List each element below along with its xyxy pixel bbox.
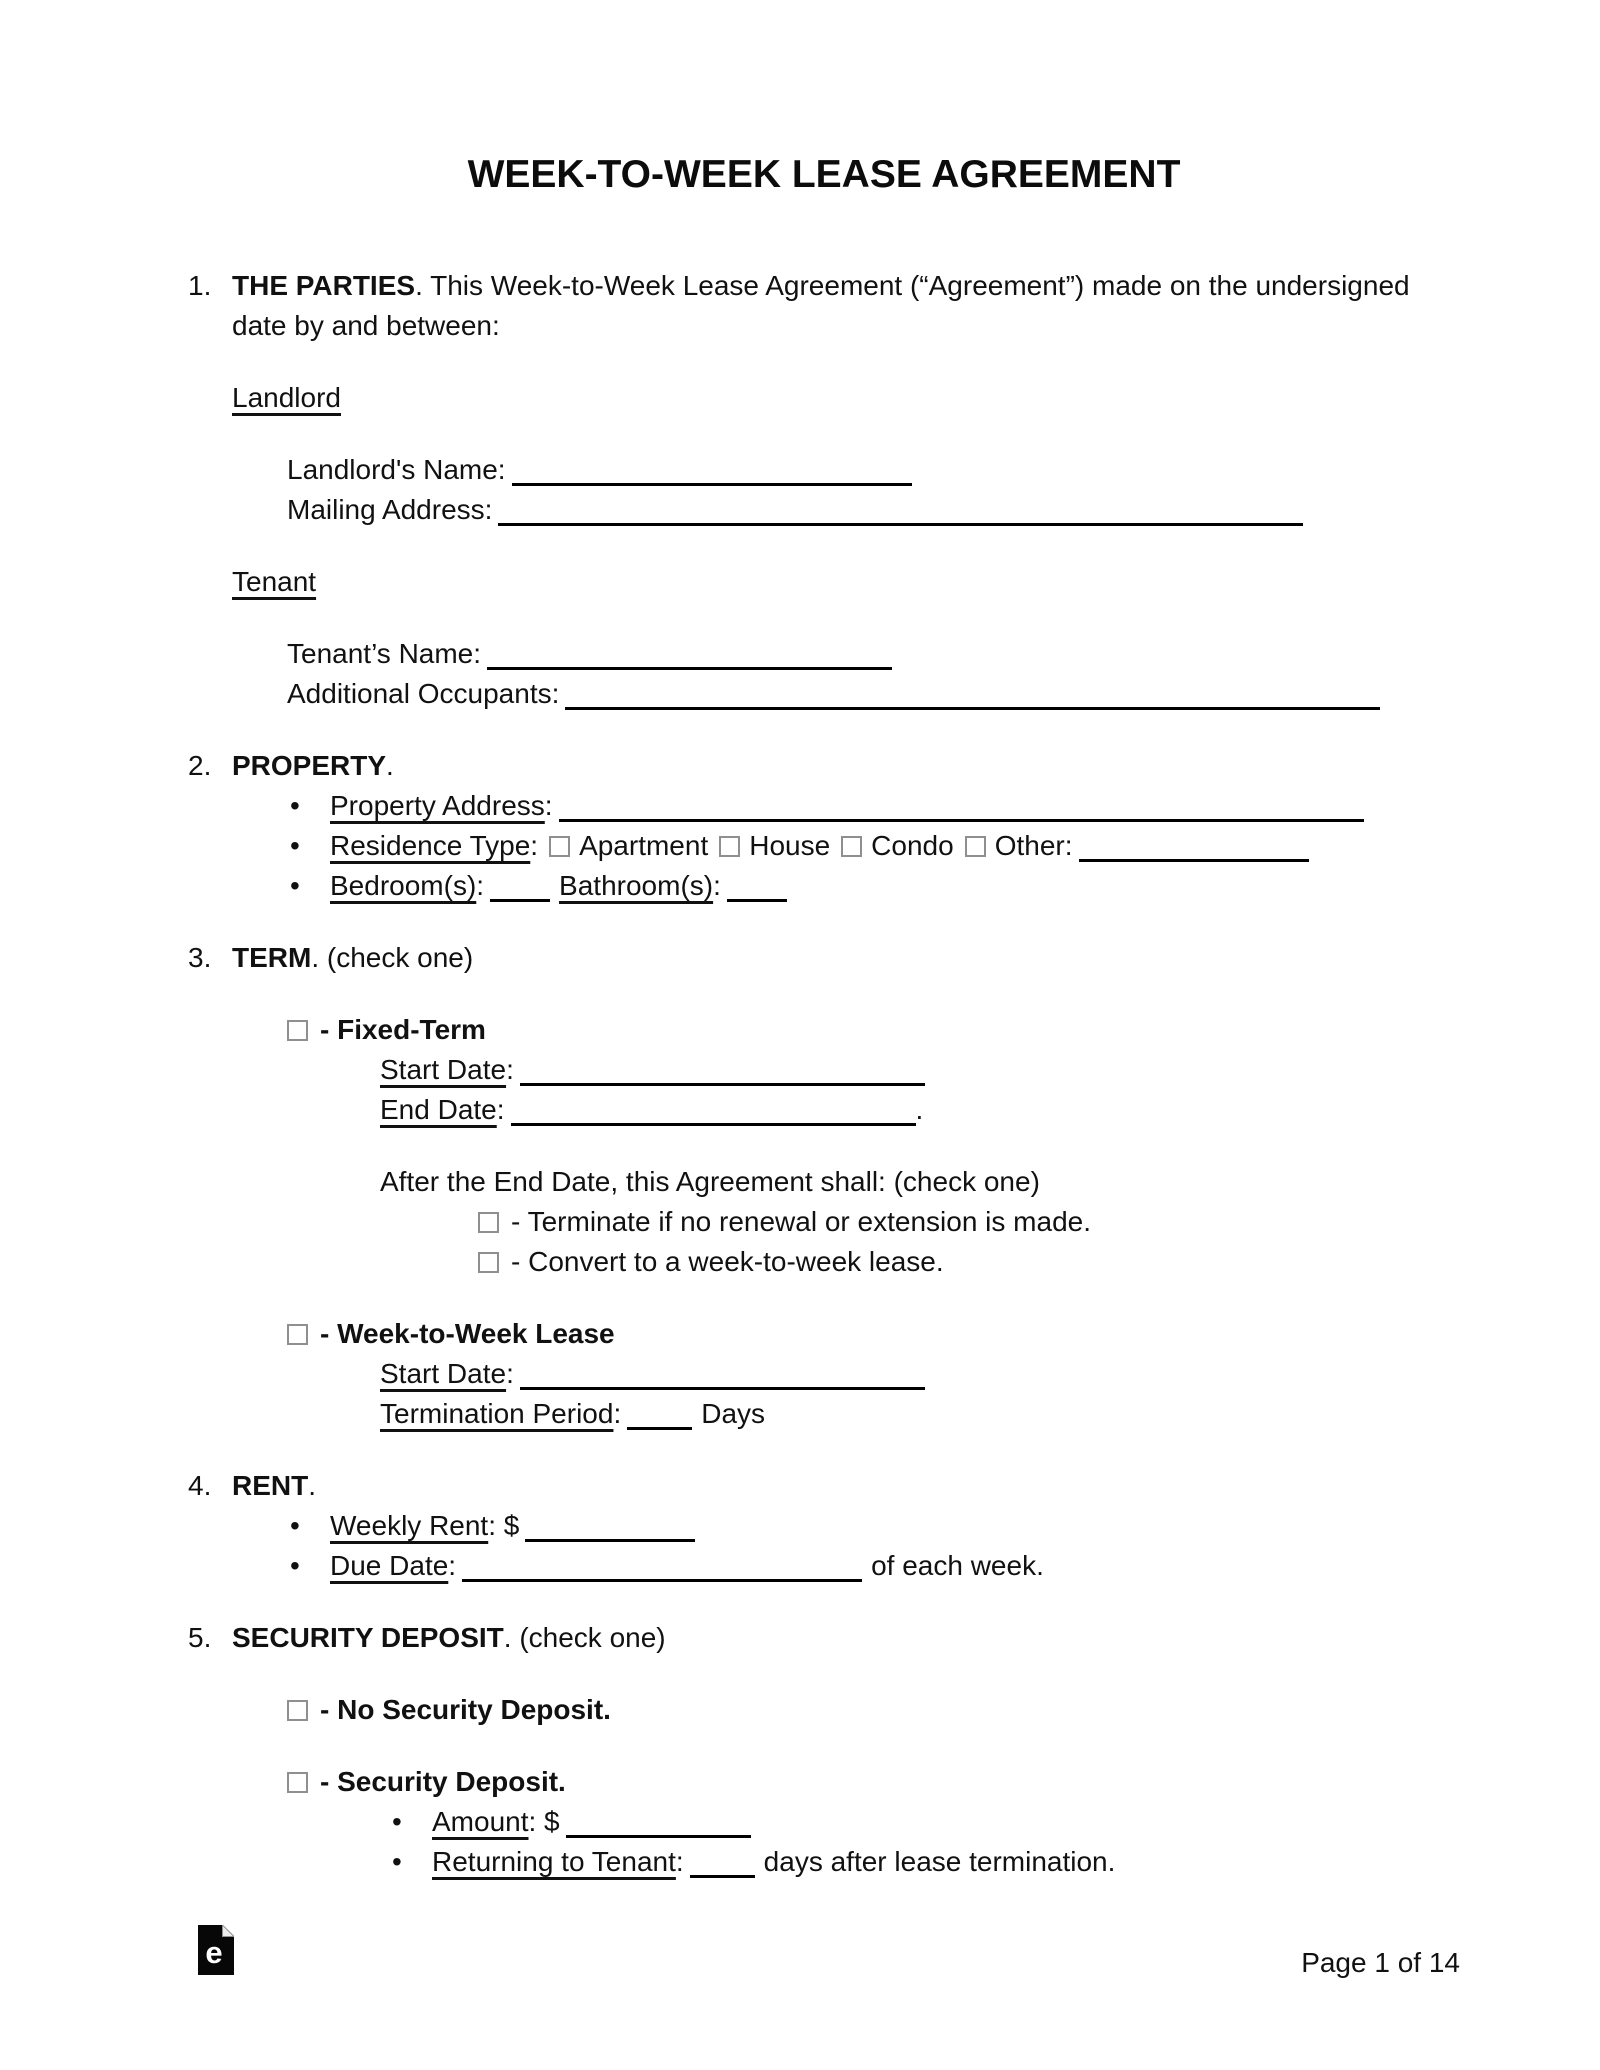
section-4-number: 4. [188, 1470, 212, 1501]
condo-checkbox[interactable] [841, 836, 862, 857]
section-1-number: 1. [188, 270, 212, 301]
property-address-blank[interactable] [559, 793, 1364, 822]
section-3-suffix: . (check one) [311, 942, 474, 973]
days-suffix: Days [701, 1398, 766, 1429]
section-3-heading-row [232, 938, 1460, 978]
bullet-icon: • [290, 790, 300, 821]
after-end-date-text: After the End Date, this Agreement shall: (check one) [380, 1166, 1040, 1197]
bedrooms-blank[interactable] [490, 873, 550, 902]
returning-suffix: days after lease termination. [763, 1846, 1116, 1877]
bullet-icon: • [290, 1550, 300, 1581]
colon: : [713, 870, 721, 901]
tenant-heading-row [232, 562, 1460, 602]
section-5-number: 5. [188, 1622, 212, 1653]
section-5-security-deposit [188, 1618, 1460, 1882]
convert-label: - Convert to a week-to-week lease. [511, 1246, 944, 1277]
colon: : [675, 1846, 684, 1877]
section-4-heading: RENT [232, 1470, 309, 1501]
section-1-intro [232, 266, 1460, 346]
security-deposit-checkbox[interactable] [287, 1772, 308, 1793]
property-address-row [290, 786, 1460, 826]
colon: : [530, 830, 539, 861]
section-2-heading-row [232, 746, 1460, 786]
colon-dollar: : $ [488, 1510, 520, 1541]
tenant-name-row [287, 634, 1460, 674]
colon: : [506, 1054, 514, 1085]
fixed-end-date-row [380, 1090, 1460, 1130]
mailing-address-blank[interactable] [498, 497, 1303, 526]
other-label: Other: [994, 830, 1073, 861]
w2w-start-date-row [380, 1354, 1460, 1394]
bullet-icon: • [392, 1806, 402, 1837]
weekly-rent-row [290, 1506, 1460, 1546]
bathrooms-blank[interactable] [727, 873, 787, 902]
landlord-heading: Landlord [232, 382, 341, 413]
eforms-logo [198, 1925, 234, 1975]
section-2-property [188, 746, 1460, 906]
other-checkbox[interactable] [965, 836, 986, 857]
section-1-the-parties [188, 266, 1460, 714]
bedroom-bathroom-row [290, 866, 1460, 906]
security-deposit-row [287, 1762, 1460, 1802]
tenant-name-label: Tenant’s Name: [287, 638, 482, 669]
landlord-name-blank[interactable] [512, 457, 912, 486]
section-3-heading: TERM [232, 942, 312, 973]
section-1-heading: THE PARTIES [232, 270, 416, 301]
logo-letter: e [205, 1935, 223, 1970]
week-to-week-label: - Week-to-Week Lease [320, 1318, 615, 1349]
document-title: WEEK-TO-WEEK LEASE AGREEMENT [467, 153, 1181, 196]
deposit-amount-label: Amount [432, 1806, 529, 1837]
weekly-rent-blank[interactable] [525, 1513, 695, 1542]
apartment-checkbox[interactable] [549, 836, 570, 857]
bathrooms-label: Bathroom(s) [559, 870, 714, 901]
terminate-option-row [478, 1202, 1460, 1242]
colon: : [448, 1550, 457, 1581]
w2w-start-date-label: Start Date [380, 1358, 507, 1389]
returning-to-tenant-label: Returning to Tenant [432, 1846, 676, 1877]
section-4-period: . [308, 1470, 317, 1501]
document-content [188, 150, 1460, 1882]
page-number: Page 1 of 14 [1301, 1947, 1460, 1978]
returning-days-blank[interactable] [690, 1849, 755, 1878]
convert-checkbox[interactable] [478, 1252, 499, 1273]
colon-dollar: : $ [528, 1806, 560, 1837]
residence-type-row [290, 826, 1460, 866]
house-label: House [749, 830, 831, 861]
due-date-blank[interactable] [462, 1553, 862, 1582]
tenant-name-blank[interactable] [487, 641, 892, 670]
condo-label: Condo [871, 830, 954, 861]
terminate-checkbox[interactable] [478, 1212, 499, 1233]
fixed-end-date-label: End Date [380, 1094, 497, 1125]
bullet-icon: • [290, 1510, 300, 1541]
other-blank[interactable] [1079, 833, 1309, 862]
weekly-rent-label: Weekly Rent [330, 1510, 489, 1541]
section-5-heading-row [232, 1618, 1460, 1658]
tenant-heading: Tenant [232, 566, 317, 597]
returning-to-tenant-row [392, 1842, 1460, 1882]
due-date-suffix: of each week. [871, 1550, 1044, 1581]
due-date-label: Due Date [330, 1550, 449, 1581]
residence-type-label: Residence Type [330, 830, 531, 861]
bedrooms-label: Bedroom(s) [330, 870, 477, 901]
colon: : [613, 1398, 622, 1429]
additional-occupants-label: Additional Occupants: [287, 678, 560, 709]
mailing-address-row [287, 490, 1460, 530]
w2w-start-date-blank[interactable] [520, 1361, 925, 1390]
section-3-number: 3. [188, 942, 212, 973]
no-security-deposit-label: - No Security Deposit. [320, 1694, 611, 1725]
security-deposit-label: - Security Deposit. [320, 1766, 566, 1797]
additional-occupants-row [287, 674, 1460, 714]
section-5-heading: SECURITY DEPOSIT [232, 1622, 504, 1653]
bullet-icon: • [290, 830, 300, 861]
terminate-label: - Terminate if no renewal or extension is made. [511, 1206, 1091, 1237]
additional-occupants-blank[interactable] [565, 681, 1380, 710]
termination-period-label: Termination Period [380, 1398, 614, 1429]
no-security-deposit-checkbox[interactable] [287, 1700, 308, 1721]
section-4-rent [188, 1466, 1460, 1586]
fixed-term-checkbox[interactable] [287, 1020, 308, 1041]
fixed-start-date-row [380, 1050, 1460, 1090]
mailing-address-label: Mailing Address: [287, 494, 493, 525]
week-to-week-checkbox[interactable] [287, 1324, 308, 1345]
week-to-week-option-row [287, 1314, 1460, 1354]
apartment-label: Apartment [579, 830, 709, 861]
convert-option-row [478, 1242, 1460, 1282]
no-security-deposit-row [287, 1690, 1460, 1730]
deposit-amount-blank[interactable] [566, 1809, 751, 1838]
bullet-icon: • [290, 870, 300, 901]
section-5-suffix: . (check one) [503, 1622, 666, 1653]
property-address-label: Property Address [330, 790, 545, 821]
landlord-heading-row [232, 378, 1460, 418]
bullet-icon: • [392, 1846, 402, 1877]
colon: : [506, 1358, 514, 1389]
colon: : [496, 1094, 505, 1125]
section-2-heading: PROPERTY [232, 750, 387, 781]
termination-period-blank[interactable] [627, 1401, 692, 1430]
house-checkbox[interactable] [719, 836, 740, 857]
colon: : [544, 790, 553, 821]
fixed-term-label: - Fixed-Term [320, 1014, 486, 1045]
due-date-row [290, 1546, 1460, 1586]
logo-folded-corner [223, 1925, 235, 1937]
fixed-start-date-label: Start Date [380, 1054, 507, 1085]
section-4-heading-row [232, 1466, 1460, 1506]
period: . [915, 1094, 924, 1125]
fixed-end-date-blank[interactable] [511, 1097, 916, 1126]
fixed-start-date-blank[interactable] [520, 1057, 925, 1086]
termination-period-row [380, 1394, 1460, 1434]
colon: : [476, 870, 485, 901]
section-2-number: 2. [188, 750, 212, 781]
section-1-text: . This Week-to-Week Lease Agreement (“Agreement”) made on the undersigned date by and between: [232, 270, 1410, 341]
fixed-term-option-row [287, 1010, 1460, 1050]
section-3-term [188, 938, 1460, 1434]
deposit-amount-row [392, 1802, 1460, 1842]
landlord-name-label: Landlord's Name: [287, 454, 506, 485]
landlord-name-row [287, 450, 1460, 490]
section-2-period: . [386, 750, 394, 781]
